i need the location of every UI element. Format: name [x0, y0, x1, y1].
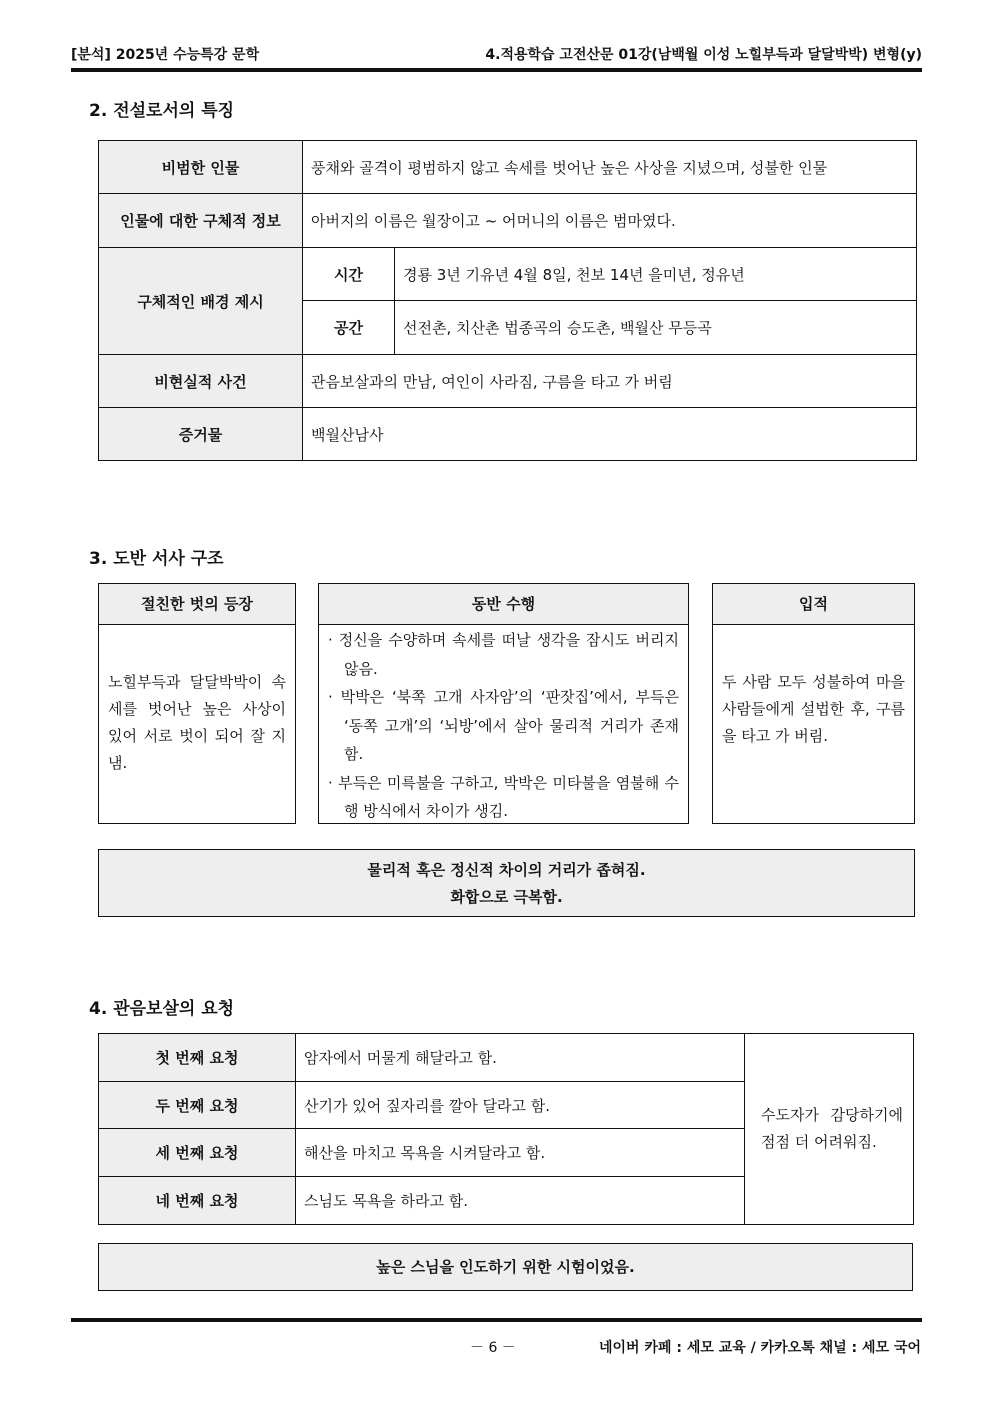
friend-box-head: 절친한 벗의 등장 [99, 584, 295, 625]
section-3-title: 3. 도반 서사 구조 [89, 549, 224, 569]
row-label: 비현실적 사건 [99, 355, 303, 408]
sub-value-time: 경룡 3년 기유년 4월 8일, 천보 14년 을미년, 정유년 [395, 248, 917, 301]
bullet-mark: · [328, 631, 339, 649]
row-value: 풍채와 골격이 평범하지 않고 속세를 벗어난 높은 사상을 지녔으며, 성불한 인물 [303, 141, 917, 194]
bullet-text: 부득은 미륵불을 구하고, 박박은 미타불을 염불해 수행 방식에서 차이가 생김. [338, 773, 679, 820]
bullet-text: 박박은 ‘북쪽 고개 사자암’의 ‘판잣집’에서, 부득은 ‘동쪽 고개’의 ‘뇌방’에서 살아 물리적 거리가 존재함. [340, 688, 679, 763]
row-value: 백월산남사 [303, 408, 917, 461]
request-value: 암자에서 머물게 해달라고 함. [296, 1034, 745, 1082]
row-value: 아버지의 이름은 월장이고 ~ 어머니의 이름은 범마였다. [303, 194, 917, 248]
request-table [98, 1033, 914, 1225]
list-item [328, 683, 679, 769]
table-row [99, 1034, 914, 1082]
legend-features-table [98, 140, 917, 461]
summary-line: 물리적 혹은 정신적 차이의 거리가 좁혀짐. [367, 861, 646, 879]
request-label: 첫 번째 요청 [99, 1034, 296, 1082]
friend-box-body: 노힐부득과 달달박박이 속세를 벗어난 높은 사상이 있어 서로 벗이 되어 잘 지냄. [108, 673, 286, 772]
list-item [328, 626, 679, 683]
structure-summary [98, 849, 915, 917]
section-2-title: 2. 전설로서의 특징 [89, 101, 235, 121]
header-right: 4.적용학습 고전산문 01강(남백월 이성 노힐부득과 달달박박) 변형(y) [485, 47, 922, 63]
footer-rule [71, 1318, 922, 1322]
practice-box-head: 동반 수행 [319, 584, 688, 625]
row-label: 증거물 [99, 408, 303, 461]
sub-value-space: 선전촌, 치산촌 법종곡의 승도촌, 백월산 무등곡 [395, 301, 917, 355]
row-label: 구체적인 배경 제시 [99, 248, 303, 355]
practice-box [318, 583, 689, 824]
request-label: 세 번째 요청 [99, 1129, 296, 1177]
bullet-mark: · [328, 773, 339, 792]
table-row [99, 141, 917, 194]
request-value: 스님도 목욕을 하라고 함. [296, 1177, 745, 1225]
bullet-mark: · [328, 688, 341, 706]
table-row [99, 248, 917, 301]
row-label: 비범한 인물 [99, 141, 303, 194]
table-row [99, 355, 917, 408]
friend-box [98, 583, 296, 824]
table-row [99, 408, 917, 461]
bullet-text: 정신을 수양하며 속세를 떠날 생각을 잠시도 버리지 않음. [338, 631, 679, 678]
list-item [328, 769, 679, 826]
request-value: 해산을 마치고 목욕을 시켜달라고 함. [296, 1129, 745, 1177]
request-side-note: 수도자가 감당하기에 점점 더 어려워짐. [745, 1034, 914, 1225]
practice-box-body [319, 625, 688, 826]
summary-line: 화합으로 극복함. [450, 888, 563, 906]
header-rule [71, 68, 922, 72]
page-number: － 6 － [470, 1340, 516, 1356]
request-label: 네 번째 요청 [99, 1177, 296, 1225]
header-left: [분석] 2025년 수능특강 문학 [71, 47, 260, 63]
request-value: 산기가 있어 짚자리를 깔아 달라고 함. [296, 1082, 745, 1129]
sub-label-time: 시간 [303, 248, 395, 301]
table-row [99, 194, 917, 248]
nirvana-box-body: 두 사람 모두 성불하여 마을 사람들에게 설법한 후, 구름을 타고 가 버림. [722, 673, 905, 745]
nirvana-box [712, 583, 915, 824]
request-label: 두 번째 요청 [99, 1082, 296, 1129]
row-value: 관음보살과의 만남, 여인이 사라짐, 구름을 타고 가 버림 [303, 355, 917, 408]
nirvana-box-head: 입적 [713, 584, 914, 625]
section-4-title: 4. 관음보살의 요청 [89, 999, 235, 1019]
sub-label-space: 공간 [303, 301, 395, 355]
footer-text: 네이버 카페 : 세모 교육 / 카카오톡 채널 : 세모 국어 [598, 1340, 921, 1356]
request-summary: 높은 스님을 인도하기 위한 시험이었음. [98, 1243, 913, 1291]
row-label: 인물에 대한 구체적 정보 [99, 194, 303, 248]
